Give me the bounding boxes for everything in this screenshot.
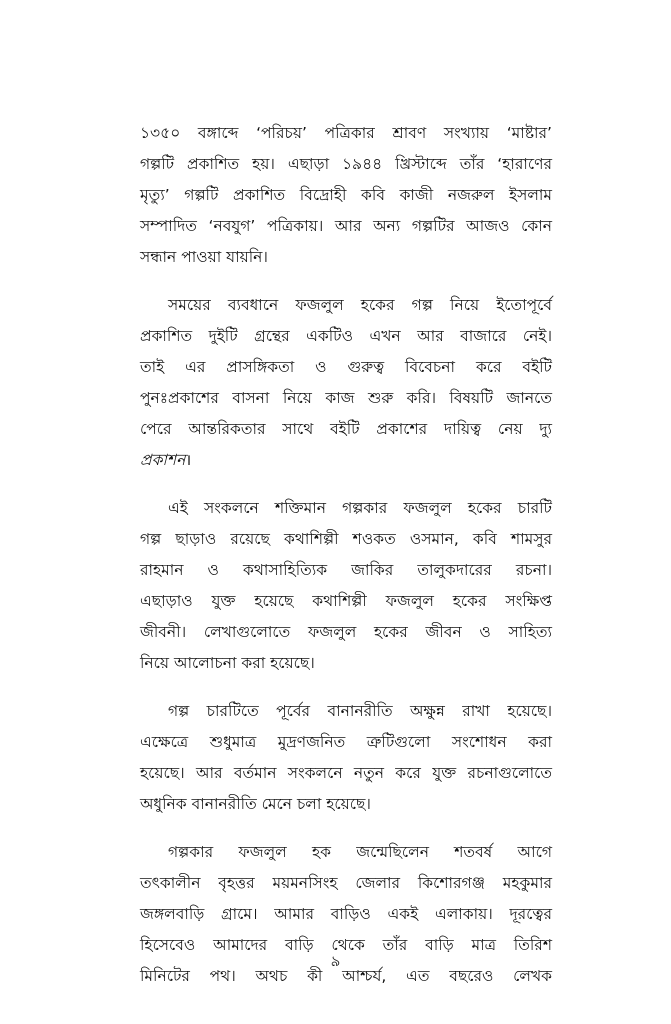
- body-text: [140, 118, 552, 1009]
- publisher-name: প্রকাশন: [140, 451, 186, 469]
- text-line: এই সংকলনে শক্তিমান গল্পকার ফজলুল হকের চারটি: [168, 499, 552, 517]
- text-line: তৎকালীন বৃহত্তর ময়মনসিংহ জেলার কিশোরগঞ্জ মহকুমার: [140, 874, 552, 892]
- text-line: গল্পকার ফজলুল হক জন্মেছিলেন শতবর্ষ আগে: [168, 843, 552, 861]
- paragraph-3: [140, 493, 552, 679]
- paragraph-4: [140, 696, 552, 820]
- paragraph-2: [140, 290, 552, 476]
- text-line: সন্ধান পাওয়া যায়নি।: [140, 248, 268, 266]
- text-line: গল্প চারটিতে পূর্বের বানানরীতি অক্ষুন্ন রাখা হয়েছে।: [168, 702, 552, 720]
- text-line: মৃত্যু’ গল্পটি প্রকাশিত বিদ্রোহী কবি কাজী নজরুল ইসলাম: [140, 186, 552, 204]
- text-line: পুনঃপ্রকাশের বাসনা নিয়ে কাজ শুরু করি। বিষয়টি জানতে: [140, 389, 552, 407]
- text-line: নিয়ে আলোচনা করা হয়েছে।: [140, 654, 315, 672]
- text-line: গল্প ছাড়াও রয়েছে কথাশিল্পী শওকত ওসমান, কবি শামসুর: [140, 530, 552, 548]
- text-line: মিনিটের পথ। অথচ কী আশ্চর্য, এত বছরেও লেখক: [140, 967, 552, 985]
- text-line: সময়ের ব্যবধানে ফজলুল হকের গল্প নিয়ে ইতোপূর্বে: [168, 296, 552, 314]
- text-line: হিসেবেও আমাদের বাড়ি থেকে তাঁর বাড়ি মাত্র তিরিশ: [140, 936, 552, 954]
- text-line: জঙ্গলবাড়ি গ্রামে। আমার বাড়িও একই এলাকায়। দূরত্বের: [140, 905, 552, 923]
- text-line: প্রকাশিত দুইটি গ্রন্থের একটিও এখন আর বাজারে নেই।: [140, 327, 552, 345]
- text-line: অধুনিক বানানরীতি মেনে চলা হয়েছে।: [140, 795, 371, 813]
- text-line: এক্ষেত্রে শুধুমাত্র মুদ্রণজনিত ত্রুটিগুলো সংশোধন করা: [140, 733, 552, 751]
- text-line: হয়েছে। আর বর্তমান সংকলনে নতুন করে যুক্ত রচনাগুলোতে: [140, 764, 552, 782]
- text-line: সম্পাদিত ‘নবযুগ’ পত্রিকায়। আর অন্য গল্পটির আজও কোন: [140, 217, 552, 235]
- text-line: গল্পটি প্রকাশিত হয়। এছাড়া ১৯৪৪ খ্রিস্টাব্দে তাঁর ‘হারাণের: [140, 155, 552, 173]
- text-line: [140, 445, 552, 476]
- text-line: ১৩৫০ বঙ্গাব্দে ‘পরিচয়’ পত্রিকার শ্রাবণ সংখ্যায় ‘মাষ্টার’: [140, 124, 552, 142]
- page-number: ৯: [330, 952, 341, 970]
- text-line: এছাড়াও যুক্ত হয়েছে কথাশিল্পী ফজলুল হকের সংক্ষিপ্ত: [140, 592, 552, 610]
- text-line: জীবনী। লেখাগুলোতে ফজলুল হকের জীবন ও সাহিত্য: [140, 623, 552, 641]
- paragraph-1: [140, 118, 552, 273]
- sentence-end: ।: [185, 451, 192, 469]
- text-line: রাহমান ও কথাসাহিত্যিক জাকির তালুকদারের রচনা।: [140, 561, 552, 579]
- text-line: তাই এর প্রাসঙ্গিকতা ও গুরুত্ব বিবেচনা করে বইটি: [140, 358, 552, 376]
- text-line: পেরে আন্তরিকতার সাথে বইটি প্রকাশের দায়িত্ব নেয় দ্যু: [140, 420, 552, 438]
